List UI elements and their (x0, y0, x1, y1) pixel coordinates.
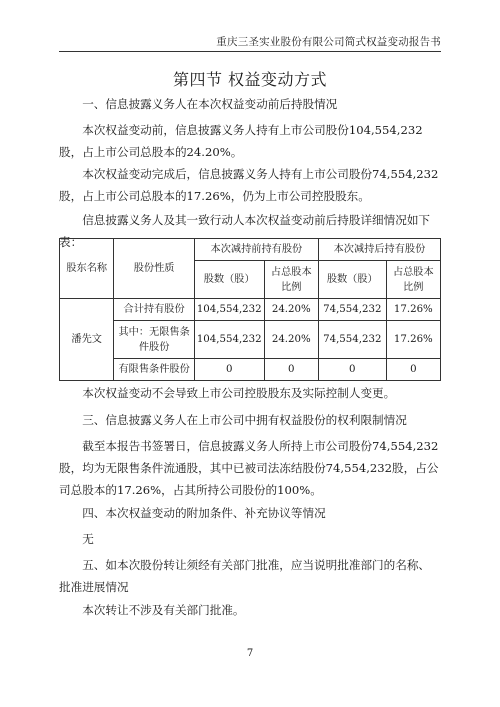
header-before-holding: 本次减持前持有股份 (194, 239, 318, 261)
before-shares-cell: 104,554,232 (194, 321, 264, 359)
share-nature-cell: 合计持有股份 (114, 299, 194, 321)
section-title: 第四节 权益变动方式 (172, 70, 328, 89)
header-ratio-before: 占总股本比例 (264, 261, 318, 299)
before-ratio-cell: 0 (264, 359, 318, 381)
after-shares-cell: 74,554,232 (318, 299, 386, 321)
before-shares-cell: 0 (194, 359, 264, 381)
section-3-paragraph-1: 截至本报告书签署日，信息披露义务人所持上市公司股份74,554,232股，均为无限售条件流通股，其中已被司法冻结股份74,554,232股，占公司总股本的17.26%，占其所持公司股份的100%。 (59, 439, 439, 497)
section-1-paragraph-2: 本次权益变动完成后，信息披露义务人持有上市公司股份74,554,232股，占上市公司总股本的17.26%，仍为上市公司控股股东。 (59, 167, 439, 203)
header-after-holding: 本次减持后持有股份 (318, 239, 440, 261)
header-share-nature: 股份性质 (114, 239, 194, 299)
after-shares-cell: 0 (318, 359, 386, 381)
after-shares-cell: 74,554,232 (318, 321, 386, 359)
share-nature-cell: 其中：无限售条件股份 (114, 321, 194, 359)
section-1-paragraph-3: 信息披露义务人及其一致行动人本次权益变动前后持股详细情况如下表： (59, 213, 431, 249)
shareholding-table (59, 238, 441, 381)
after-ratio-cell: 0 (386, 359, 440, 381)
table-row (60, 359, 441, 381)
header-ratio-after: 占总股本比例 (386, 261, 440, 299)
header-divider (59, 51, 441, 52)
share-nature-cell: 有限售条件股份 (114, 359, 194, 381)
section-3-heading: 三、信息披露义务人在上市公司中拥有权益股份的权利限制情况 (82, 413, 407, 427)
section-4-heading: 四、本次权益变动的附加条件、补充协议等情况 (82, 506, 326, 520)
section-1-paragraph-1: 本次权益变动前，信息披露义务人持有上市公司股份104,554,232股，占上市公司总股本的24.20%。 (59, 123, 423, 159)
section-5-paragraph-1: 本次转让不涉及有关部门批准。 (82, 603, 245, 617)
header-shares-before: 股数（股） (194, 261, 264, 299)
before-ratio-cell: 24.20% (264, 321, 318, 359)
header-shares-after: 股数（股） (318, 261, 386, 299)
after-ratio-cell: 17.26% (386, 321, 440, 359)
table-row (60, 299, 441, 321)
before-shares-cell: 104,554,232 (194, 299, 264, 321)
section-5-heading: 五、如本次股份转让须经有关部门批准，应当说明批准部门的名称、批准进展情况 (59, 558, 431, 594)
running-header: 重庆三圣实业股份有限公司简式权益变动报告书 (216, 36, 441, 48)
page-number: 7 (246, 648, 254, 659)
shareholder-name-cell: 潘先文 (60, 299, 114, 381)
before-ratio-cell: 24.20% (264, 299, 318, 321)
header-shareholder-name: 股东名称 (60, 239, 114, 299)
section-1-closing: 本次权益变动不会导致上市公司控股股东及实际控制人变更。 (82, 386, 396, 400)
section-1-heading: 一、信息披露义务人在本次权益变动前后持股情况 (82, 97, 338, 111)
table-row (60, 321, 441, 359)
section-4-paragraph-1: 无 (82, 532, 94, 546)
after-ratio-cell: 17.26% (386, 299, 440, 321)
